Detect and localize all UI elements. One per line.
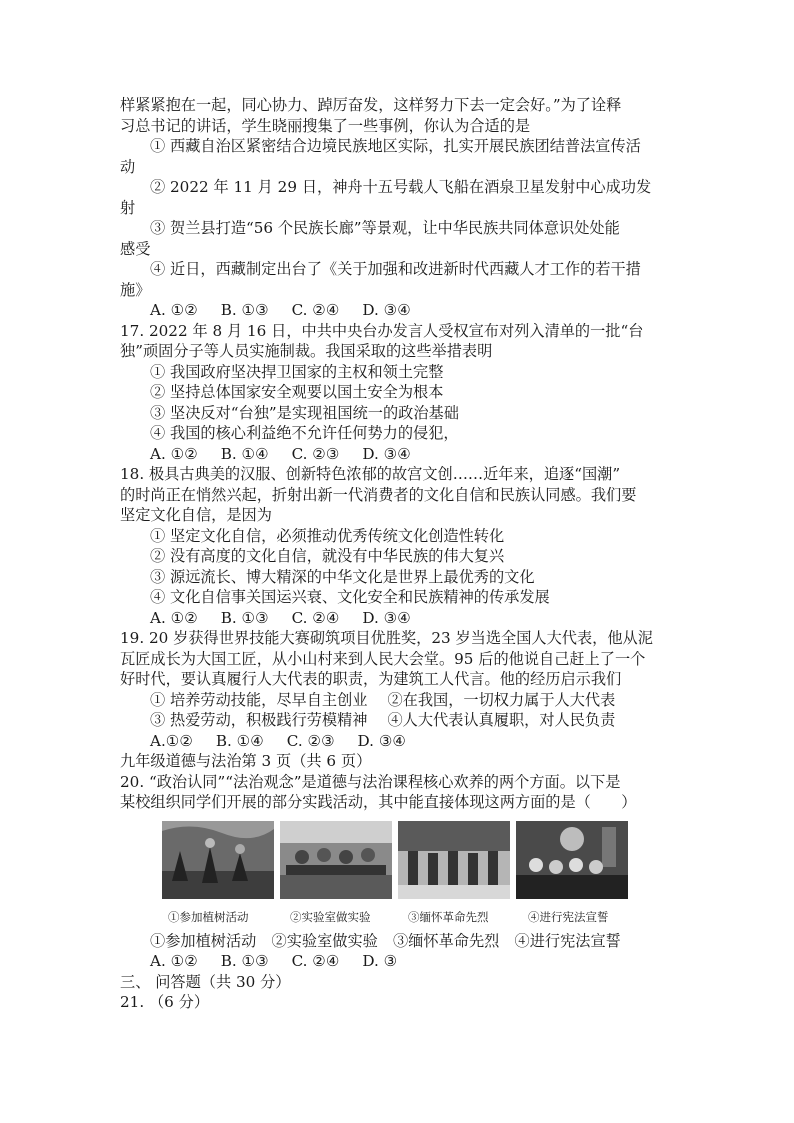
photo-caption-1: ①参加植树活动 xyxy=(168,909,249,924)
q18-option-c[interactable]: C. ②④ xyxy=(291,608,340,627)
q16-item-4: ④ 近日，西藏制定出台了《关于加强和改进新时代西藏人才工作的若干措 xyxy=(150,260,641,278)
q16-option-d[interactable]: D. ③④ xyxy=(362,301,411,319)
q18-stem-2: 的时尚正在悄然兴起，折射出新一代消费者的文化自信和民族认同感。我们要 xyxy=(120,485,637,504)
q20-option-b[interactable]: B. ①③ xyxy=(220,952,269,970)
q20-option-d[interactable]: D. ③ xyxy=(362,952,398,970)
q19-option-a[interactable]: A.①② xyxy=(150,731,194,750)
q18-item-2: ② 没有高度的文化自信，就没有中华民族的伟大复兴 xyxy=(150,547,505,565)
q17-option-c[interactable]: C. ②③ xyxy=(291,444,340,463)
q20-stem-2: 某校组织同学们开展的部分实践活动，其中能直接体现这两方面的是（ ） xyxy=(120,793,637,811)
q17-stem-2: 独”顽固分子等人员实施制裁。我国采取的这些举措表明 xyxy=(120,342,493,360)
q19-option-d[interactable]: D. ③④ xyxy=(357,731,407,750)
q16-item-4-cont: 施》 xyxy=(120,280,151,299)
photo-caption-3: ③缅怀革命先烈 xyxy=(408,909,489,924)
q16-item-1: ① 西藏自治区紧密结合边境民族地区实际，扎实开展民族团结普法宣传活 xyxy=(150,137,641,155)
q18-stem-3: 坚定文化自信，是因为 xyxy=(120,506,272,524)
q16-item-3: ③ 贺兰县打造“56 个民族长廊”等景观，让中华民族共同体意识处处能 xyxy=(150,219,620,237)
q20-caption-line: ①参加植树活动 ②实验室做实验 ③缅怀革命先烈 ④进行宪法宣誓 xyxy=(150,931,621,950)
q20-stem-1: 20. “政治认同”“法治观念”是道德与法治课程核心欢养的两个方面。以下是 xyxy=(120,772,621,791)
q19-option-b[interactable]: B. ①④ xyxy=(215,731,264,750)
photo-caption-2: ②实验室做实验 xyxy=(290,909,371,924)
q19-items-row-2: ③ 热爱劳动，积极践行劳模精神 ④人大代表认真履职，对人民负责 xyxy=(150,711,616,729)
q17-item-2: ② 坚持总体国家安全观要以国土安全为根本 xyxy=(150,383,444,401)
q20-option-c[interactable]: C. ②④ xyxy=(291,952,340,970)
q18-item-4: ④ 文化自信事关国运兴衰、文化安全和民族精神的传承发展 xyxy=(150,588,550,606)
intro-line-1: 样紧紧抱在一起，同心协力、踔厉奋发，这样努力下去一定会好。”为了诠释 xyxy=(120,96,622,114)
section-3-heading: 三、 问答题（共 30 分） xyxy=(120,972,291,991)
q19-stem-2: 瓦匠成长为大国工匠，从小山村来到人民大会堂。95 后的他说自己赶上了一个 xyxy=(120,649,646,668)
tree-planting-photo xyxy=(162,821,274,899)
exam-page xyxy=(120,95,680,1013)
q18-item-1: ① 坚定文化自信，必须推动优秀传统文化创造性转化 xyxy=(150,526,505,545)
q16-options xyxy=(120,300,680,321)
q17-option-b[interactable]: B. ①④ xyxy=(220,444,269,463)
q16-item-1-cont: 动 xyxy=(120,157,136,176)
q16-option-a[interactable]: A. ①② xyxy=(150,301,198,319)
constitution-oath-photo xyxy=(516,821,628,899)
q21-heading: 21. （6 分） xyxy=(120,993,210,1011)
q16-item-2: ② 2022 年 11 月 29 日，神舟十五号载人飞船在酒泉卫星发射中心成功发 xyxy=(150,178,652,196)
page-footer: 九年级道德与法治第 3 页（共 6 页） xyxy=(120,752,372,770)
laboratory-photo xyxy=(280,821,392,899)
q16-item-3-cont: 感受 xyxy=(120,239,151,258)
q16-option-b[interactable]: B. ①③ xyxy=(220,301,269,319)
q18-option-b[interactable]: B. ①③ xyxy=(220,608,269,627)
q17-stem-1: 17. 2022 年 8 月 16 日，中共中央台办发言人受权宣布对列入清单的一批“台 xyxy=(120,321,644,340)
q17-item-3: ③ 坚决反对“台独”是实现祖国统一的政治基础 xyxy=(150,403,459,422)
photo-caption-4: ④进行宪法宣誓 xyxy=(528,909,609,924)
q18-option-d[interactable]: D. ③④ xyxy=(362,608,411,627)
q18-stem-1: 18. 极具古典美的汉服、创新特色浓郁的故宫文创……近年来，追逐“国潮” xyxy=(120,465,621,483)
q16-item-2-cont: 射 xyxy=(120,198,136,217)
q19-items-row-1: ① 培养劳动技能，尽早自主创业 ②在我国，一切权力属于人大代表 xyxy=(150,690,616,709)
q20-photo-captions xyxy=(162,909,680,931)
q19-options xyxy=(120,731,680,752)
q17-item-1: ① 我国政府坚决捍卫国家的主权和领土完整 xyxy=(150,362,444,381)
q17-option-d[interactable]: D. ③④ xyxy=(362,444,411,463)
q17-options xyxy=(120,444,680,465)
martyrs-memorial-photo xyxy=(398,821,510,899)
q18-item-3: ③ 源远流长、博大精深的中华文化是世界上最优秀的文化 xyxy=(150,567,535,586)
q18-option-a[interactable]: A. ①② xyxy=(150,608,198,627)
q16-option-c[interactable]: C. ②④ xyxy=(291,301,340,319)
q19-stem-1: 19. 20 岁获得世界技能大赛砌筑项目优胜奖，23 岁当选全国人大代表，他从泥 xyxy=(120,629,653,647)
q19-option-c[interactable]: C. ②③ xyxy=(286,731,335,750)
q18-options xyxy=(120,608,680,629)
q17-item-4: ④ 我国的核心利益绝不允许任何势力的侵犯， xyxy=(150,424,459,442)
q19-stem-3: 好时代，要认真履行人大代表的职责，为建筑工人代言。他的经历启示我们 xyxy=(120,670,622,688)
q20-photo-strip xyxy=(162,821,680,913)
intro-line-2: 习总书记的讲话，学生晓丽搜集了一些事例，你认为合适的是 xyxy=(120,116,531,135)
q20-option-a[interactable]: A. ①② xyxy=(150,952,198,970)
q17-option-a[interactable]: A. ①② xyxy=(150,444,198,463)
q20-options xyxy=(120,951,680,972)
